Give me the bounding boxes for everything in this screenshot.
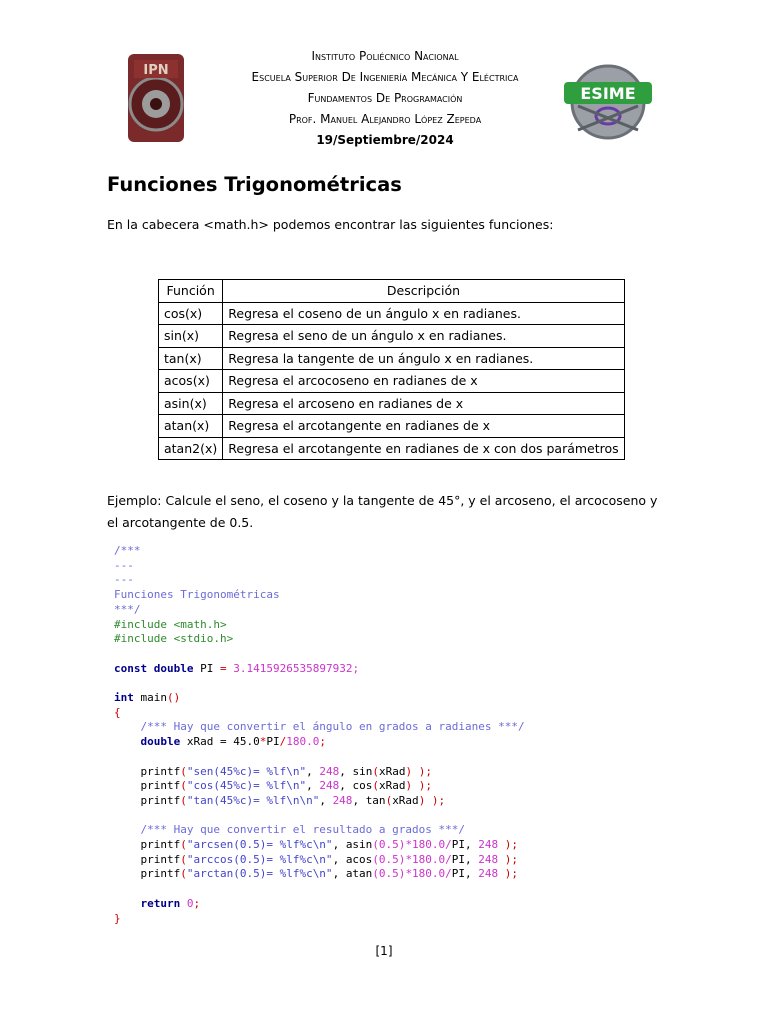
table-row (159, 370, 625, 393)
code-text: printf (114, 779, 181, 793)
course-name: Fundamentos De Programación (307, 91, 463, 105)
table-header-row (159, 280, 625, 303)
code-operator: ); (412, 779, 432, 793)
code-text: , (332, 867, 346, 881)
code-number: (0.5) (372, 867, 406, 881)
code-text: printf (114, 852, 181, 866)
code-operator: ); (498, 838, 519, 852)
description-cell: Regresa el arcotangente en radianes de x con dos parámetros (223, 437, 624, 460)
code-include: #include <stdio.h> (114, 632, 234, 646)
code-number: (0.5) (372, 852, 406, 866)
document-date: 19/Septiembre/2024 (316, 133, 454, 147)
code-operator: / (279, 735, 287, 749)
code-operator: = (219, 661, 227, 675)
code-text: xRad (378, 779, 406, 793)
svg-text:IPN: IPN (143, 63, 169, 78)
code-operator: ; (319, 735, 326, 749)
code-text: PI, (451, 838, 479, 852)
code-text: PI, (451, 852, 479, 866)
description-cell: Regresa el arcoseno en radianes de x (223, 392, 624, 415)
code-operator: ( (180, 838, 187, 852)
code-text: tan (365, 793, 386, 807)
code-comment: /*** Hay que convertir el resultado a grados ***/ (114, 823, 465, 837)
intro-paragraph: En la cabecera <math.h> podemos encontrar las siguientes funciones: (107, 217, 554, 232)
code-comment: Funciones Trigonométricas (114, 588, 280, 602)
header-description: Descripción (223, 280, 624, 303)
code-operator: ) (405, 779, 413, 793)
code-operator: ); (498, 852, 519, 866)
table-row (159, 437, 625, 460)
description-cell: Regresa el arcotangente en radianes de x (223, 415, 624, 438)
code-text: cos (352, 779, 373, 793)
code-string: "tan(45%c)= %lf\n\n" (186, 793, 320, 807)
code-keyword: double (114, 735, 181, 749)
code-text: PI, (451, 867, 479, 881)
code-comment: ***/ (114, 602, 141, 616)
code-string: "arccos(0.5)= %lf%c\n" (186, 852, 333, 866)
svg-text:ESIME: ESIME (580, 84, 636, 103)
description-cell: Regresa el coseno de un ángulo x en radianes. (223, 302, 624, 325)
code-string: "cos(45%c)= %lf\n" (186, 779, 307, 793)
table-row (159, 302, 625, 325)
code-string: "arcsen(0.5)= %lf%c\n" (186, 838, 333, 852)
code-operator: ( (180, 764, 187, 778)
example-paragraph: Ejemplo: Calcule el seno, el coseno y la tangente de 45°, y el arcoseno, el arcocoseno y el arcotangente de 0.5. (107, 493, 658, 530)
code-number: 248 (319, 764, 340, 778)
code-number: 0 (180, 896, 194, 910)
code-number: (0.5) (372, 838, 406, 852)
code-text: sin (352, 764, 373, 778)
code-keyword: const double (114, 661, 194, 675)
description-cell: Regresa el arcocoseno en radianes de x (223, 370, 624, 393)
code-text: printf (114, 764, 181, 778)
institute-name: Instituto Poliécnico Nacional (311, 49, 459, 63)
code-operator: ) (418, 793, 426, 807)
code-comment: --- (114, 558, 134, 572)
code-keyword: int (114, 691, 134, 705)
code-text: , (319, 793, 333, 807)
header-function: Función (159, 280, 223, 303)
school-name: Escuela Superior De Ingeniería Mecánica Y Eléctrica (251, 70, 519, 84)
code-comment: /*** (114, 544, 141, 557)
function-cell: atan2(x) (159, 437, 223, 460)
code-text: , (306, 779, 320, 793)
function-cell: asin(x) (159, 392, 223, 415)
code-text: PI (266, 735, 280, 749)
code-operator: ( (180, 852, 187, 866)
function-cell: sin(x) (159, 325, 223, 348)
code-keyword: return (114, 896, 181, 910)
page-number: [1] (375, 944, 393, 958)
code-number: 248 (478, 867, 499, 881)
code-number: 248 (319, 779, 340, 793)
code-string: "sen(45%c)= %lf\n" (186, 764, 307, 778)
code-operator: ); (425, 793, 446, 807)
code-number: *180.0/ (405, 867, 452, 881)
ipn-logo (124, 52, 188, 144)
code-include: #include <math.h> (114, 617, 227, 631)
function-cell: atan(x) (159, 415, 223, 438)
code-text: main (133, 691, 167, 705)
code-number: 248 (332, 793, 353, 807)
code-number: 248 (478, 852, 499, 866)
code-operator: ( (385, 793, 393, 807)
code-number: 248 (478, 838, 499, 852)
code-operator: ) (405, 764, 413, 778)
code-text: printf (114, 867, 181, 881)
code-number: 180.0 (286, 735, 320, 749)
code-text: , (352, 793, 366, 807)
functions-table (158, 279, 625, 460)
function-cell: acos(x) (159, 370, 223, 393)
code-text: , (339, 764, 353, 778)
code-number: *180.0/ (405, 838, 452, 852)
code-operator: ( (372, 779, 379, 793)
code-operator: ( (372, 764, 379, 778)
code-text: atan (345, 867, 373, 881)
code-operator: ); (412, 764, 432, 778)
code-operator: ( (180, 779, 187, 793)
code-comment: --- (114, 573, 134, 587)
code-text: acos (345, 852, 373, 866)
code-operator: () (167, 691, 181, 705)
code-number: 3.1415926535897932; (226, 661, 360, 675)
code-comment: /*** Hay que convertir el ángulo en grados a radianes ***/ (114, 720, 525, 734)
code-operator: ; (193, 896, 201, 910)
code-brace: } (114, 911, 121, 925)
table-row (159, 325, 625, 348)
function-cell: tan(x) (159, 347, 223, 370)
code-text: , (332, 852, 346, 866)
code-operator: ( (180, 793, 187, 807)
code-number: *180.0/ (405, 852, 452, 866)
code-text: xRad (392, 793, 419, 807)
table-row (159, 415, 625, 438)
table-row (159, 347, 625, 370)
code-operator: ); (498, 867, 519, 881)
code-text: , (332, 838, 346, 852)
code-operator: ( (180, 867, 187, 881)
code-string: "arctan(0.5)= %lf%c\n" (186, 867, 333, 881)
code-text: printf (114, 793, 181, 807)
esime-logo (560, 62, 656, 140)
page-title: Funciones Trigonométricas (107, 173, 402, 196)
document-header (200, 46, 570, 151)
code-text: asin (345, 838, 373, 852)
function-cell: cos(x) (159, 302, 223, 325)
code-operator: * (259, 735, 267, 749)
professor-name: Prof. Manuel Alejandro López Zepeda (288, 112, 482, 126)
table-row (159, 392, 625, 415)
description-cell: Regresa la tangente de un ángulo x en radianes. (223, 347, 624, 370)
code-listing (114, 544, 525, 926)
code-text: xRad = 45.0 (180, 735, 260, 749)
code-text: xRad (378, 764, 406, 778)
code-text: , (306, 764, 320, 778)
code-text: PI (193, 661, 220, 675)
code-text: printf (114, 838, 181, 852)
description-cell: Regresa el seno de un ángulo x en radianes. (223, 325, 624, 348)
code-brace: { (114, 705, 121, 719)
code-text: , (339, 779, 353, 793)
